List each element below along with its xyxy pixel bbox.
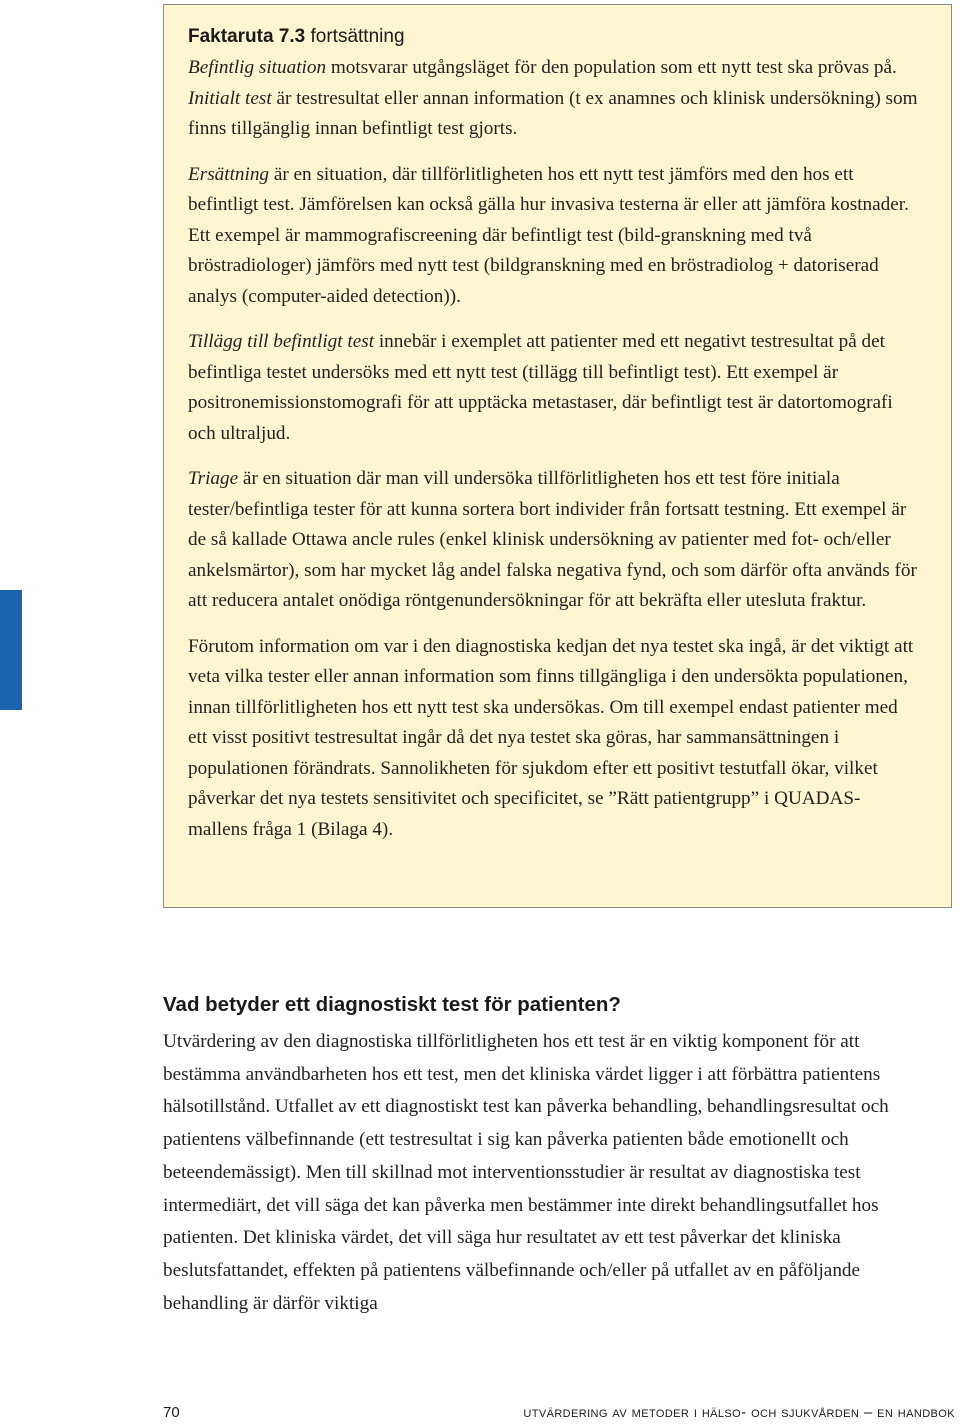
fact-paragraph-population: Förutom information om var i den diagnostiska kedjan det nya testet ska ingå, är det viktigt att veta vilka tester eller annan information som finns tillgängliga i den undersökta populationen, innan tillförlitligheten hos ett nytt test ska undersökas. Om till exempel endast patienter med ett visst positivt testresultat ingår då det nya testet ska göras, har sammansättningen i populationen förändrats. Sannolikheten för sjukdom efter ett positivt testutfall ökar, vilket påverkar det nya testets sensitivitet och specificitet, se ”Rätt patientgrupp” i QUADAS-mallens fråga 1 (Bilaga 4). — [188, 635, 914, 840]
term-replacement: Ersättning — [188, 163, 270, 185]
term-add-on: Tillägg till befintligt test — [188, 331, 375, 352]
page-number: 70 — [163, 1404, 180, 1421]
fact-paragraph-add-on — [188, 327, 918, 449]
running-title: utvärdering av metoder i hälso- och sjukvården – en handbok — [523, 1404, 955, 1421]
fact-paragraph-triage — [188, 464, 918, 617]
fact-paragraph-existing-situation — [188, 53, 918, 145]
term-initial-test: Initialt test — [188, 87, 272, 109]
term-triage: Triage — [188, 468, 239, 489]
fact-box-title-number: Faktaruta 7.3 — [188, 26, 306, 47]
fact-paragraph-replacement — [188, 160, 918, 313]
page-footer — [163, 1402, 955, 1426]
section-heading: Vad betyder ett diagnostiskt test för patienten? — [163, 993, 621, 1016]
paragraph-text: motsvarar utgångsläget för den population som ett nytt test ska prövas på. — [326, 57, 897, 78]
fact-box-title — [188, 25, 951, 49]
fact-box — [163, 4, 952, 908]
paragraph-text: är en situation, där tillförlitligheten hos ett nytt test jämförs med den hos ett befintligt test. Jämförelsen kan också gälla hur invasiva testerna är eller att jämföra kostnader. Ett exempel är mammografiscreening där befintligt test (bild-granskning med två bröstradiologer) jämförs med nytt test (bildgranskning med en bröstradiolog + datoriserad analys (computer-aided detection)). — [188, 163, 909, 307]
chapter-tab-marker — [0, 590, 22, 710]
fact-box-title-continuation: fortsättning — [305, 26, 405, 47]
term-existing-situation: Befintlig situation — [188, 57, 327, 78]
paragraph-text: är testresultat eller annan information (t ex anamnes och klinisk undersökning) som finns tillgänglig innan befintligt test gjorts. — [188, 87, 918, 139]
section-body-text: Utvärdering av den diagnostiska tillförlitligheten hos ett test är en viktig komponent för att bestämma användbarheten hos ett test, men det kliniska värdet ligger i att förbättra patientens hälsotillstånd. Utfallet av ett diagnostiskt test kan påverka behandling, behandlingsresultat och patientens välbefinnande (ett testresultat i sig kan påverka patienten både emotionellt och beteendemässigt). Men till skillnad mot interventionsstudier är resultat av diagnostiska test intermediärt, det vill säga det kan påverka men bestämmer inte direkt behandlingsutfallet hos patienten. Det kliniska värdet, det vill säga hur resultatet av ett test påverkar det kliniska beslutsfattandet, effekten på patientens välbefinnande och/eller på utfallet av en påföljande behandling är därför viktiga — [163, 1031, 889, 1314]
paragraph-text: innebär i exemplet att patienter med ett negativt testresultat på det befintliga testet undersöks med ett nytt test (tillägg till befintligt test). Ett exempel är positronemissionstomografi för att upptäcka metastaser, där befintligt test är datortomografi och ultraljud. — [188, 331, 893, 444]
paragraph-text: är en situation där man vill undersöka tillförlitligheten hos ett test före initiala tester/befintliga tester för att kunna sortera bort individer från fortsatt testning. Ett exempel är de så kallade Ottawa ancle rules (enkel klinisk undersökning av patienter med fot- och/eller ankelsmärtor), som har mycket låg andel falska negativa fynd, och som därför ofta används för att reducera antalet onödiga röntgenundersökningar för att bekräfta eller utesluta fraktur. — [188, 468, 917, 611]
